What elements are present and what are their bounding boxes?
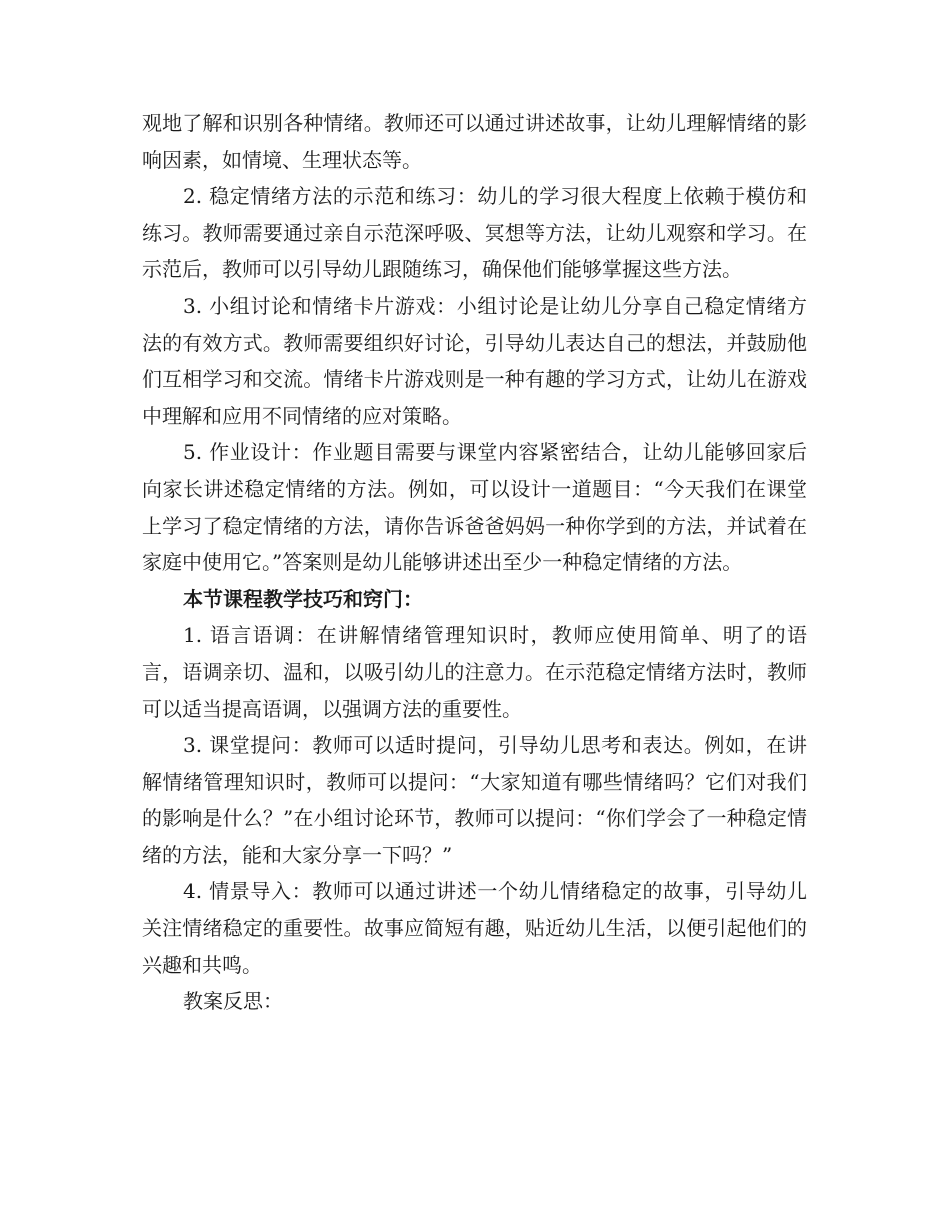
paragraph-lesson-reflection: 教案反思： [183,989,283,1014]
paragraph-continuation: 观地了解和识别各种情绪。教师还可以通过讲述故事，让幼儿理解情绪的影响因素，如情境、生理状态等。 [142,111,807,172]
paragraph-demonstration-practice: 2. 稳定情绪方法的示范和练习：幼儿的学习很大程度上依赖于模仿和练习。教师需要通过亲自示范深呼吸、冥想等方法，让幼儿观察和学习。在示范后，教师可以引导幼儿跟随练习，确保他们能够掌握这些方法。 [142,184,807,282]
document-body [142,105,807,1020]
paragraph-classroom-questions: 3. 课堂提问：教师可以适时提问，引导幼儿思考和表达。例如，在讲解情绪管理知识时，教师可以提问：“大家知道有哪些情绪吗？它们对我们的影响是什么？”在小组讨论环节，教师可以提问：“你们学会了一种稳定情绪的方法，能和大家分享一下吗？” [142,733,807,867]
section-heading-teaching-tips: 本节课程教学技巧和窍门： [183,586,423,611]
paragraph-scenario-intro: 4. 情景导入：教师可以通过讲述一个幼儿情绪稳定的故事，引导幼儿关注情绪稳定的重要性。故事应简短有趣，贴近幼儿生活，以便引起他们的兴趣和共鸣。 [142,879,807,977]
paragraph-homework-design: 5. 作业设计：作业题目需要与课堂内容紧密结合，让幼儿能够回家后向家长讲述稳定情绪的方法。例如，可以设计一道题目：“今天我们在课堂上学习了稳定情绪的方法，请你告诉爸爸妈妈一种你学到的方法，并试着在家庭中使用它。”答案则是幼儿能够讲述出至少一种稳定情绪的方法。 [142,440,807,575]
paragraph-language-tone: 1. 语言语调：在讲解情绪管理知识时，教师应使用简单、明了的语言，语调亲切、温和，以吸引幼儿的注意力。在示范稳定情绪方法时，教师可以适当提高语调，以强调方法的重要性。 [142,623,807,721]
paragraph-group-discussion: 3. 小组讨论和情绪卡片游戏：小组讨论是让幼儿分享自己稳定情绪方法的有效方式。教师需要组织好讨论，引导幼儿表达自己的想法，并鼓励他们互相学习和交流。情绪卡片游戏则是一种有趣的学习方式，让幼儿在游戏中理解和应用不同情绪的应对策略。 [142,293,807,428]
